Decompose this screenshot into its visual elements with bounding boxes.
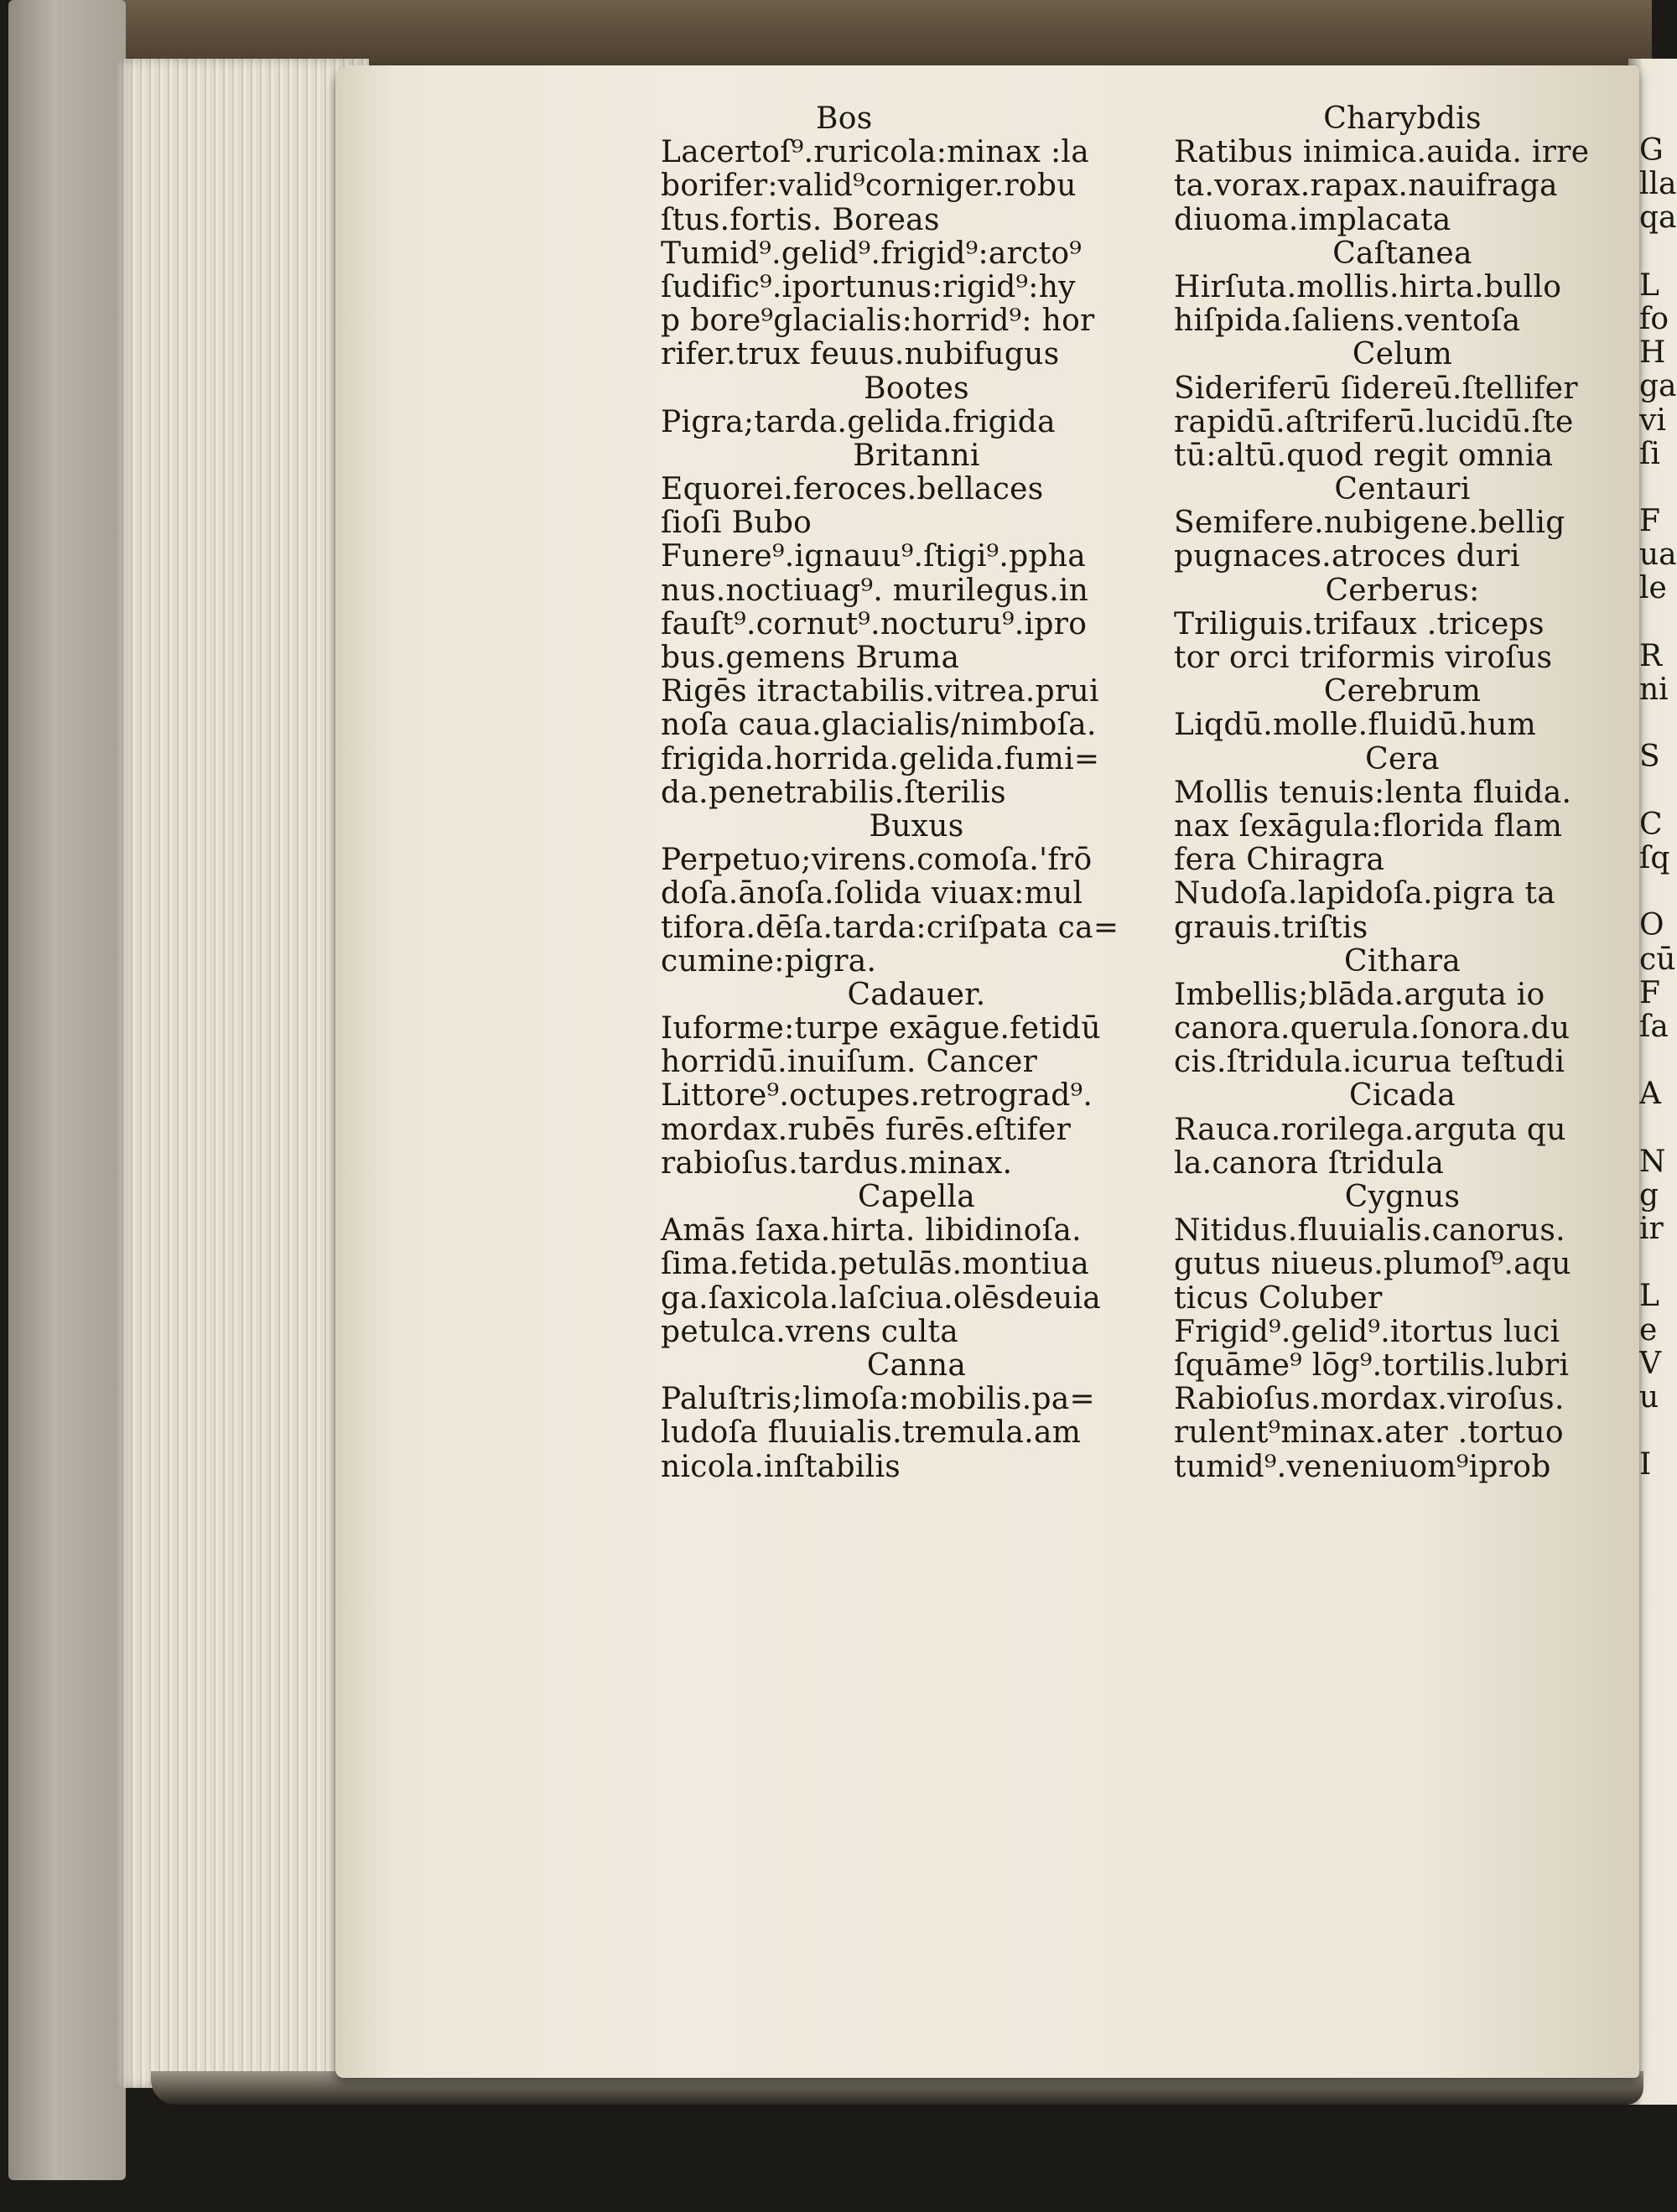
text-line: da.penetrabilis.ſterilis xyxy=(661,775,1006,810)
facing-page-fragment xyxy=(1639,471,1677,505)
text-line: Pigra;tarda.gelida.frigida xyxy=(661,404,1056,439)
facing-page-fragment: fo xyxy=(1639,301,1669,336)
text-line: tor orci triformis viroſus xyxy=(1174,641,1553,675)
entry-heading: Canna xyxy=(866,1347,967,1383)
facing-page-fragment: ir xyxy=(1639,1212,1664,1246)
entry-heading: Cithara xyxy=(1344,943,1461,979)
facing-page-fragment: g xyxy=(1639,1177,1659,1212)
facing-page-fragment: le xyxy=(1639,571,1667,606)
facing-page-fragment: G xyxy=(1639,134,1664,168)
text-line: Rauca.rorilega.arguta qu xyxy=(1174,1112,1566,1147)
text-line: ticus Coluber xyxy=(1174,1280,1383,1316)
page-stack-edges xyxy=(117,59,369,2088)
left-lines xyxy=(661,136,1172,1484)
entry-heading: Cadauer. xyxy=(847,977,986,1012)
text-line: Imbellis;blāda.arguta io xyxy=(1174,977,1545,1012)
facing-page-fragment: S xyxy=(1639,740,1660,775)
facing-page-fragment: u xyxy=(1639,1379,1659,1415)
text-line: rulent⁹minax.ater .tortuo xyxy=(1174,1415,1564,1451)
facing-page-fragment: A xyxy=(1639,1077,1661,1112)
text-line: fera Chiragra xyxy=(1174,843,1385,878)
text-line: Rigēs itractabilis.vitrea.prui xyxy=(661,674,1099,709)
text-line: p bore⁹glacialis:horrid⁹: hor xyxy=(661,304,1095,339)
facing-page-fragment: C xyxy=(1639,807,1663,842)
text-line: Liqdū.molle.fluidū.hum xyxy=(1174,708,1537,743)
left-text-column xyxy=(661,102,1172,1484)
text-line: ta.vorax.rapax.nauifraga xyxy=(1174,169,1558,204)
facing-page-fragment: F xyxy=(1639,975,1660,1010)
text-line: canora.querula.ſonora.du xyxy=(1174,1011,1571,1046)
facing-page-fragment: I xyxy=(1639,1447,1652,1482)
text-line: ſtus.fortis. Boreas xyxy=(661,202,940,237)
text-line: rapidū.aſtriferū.lucidū.ſte xyxy=(1174,404,1574,439)
facing-page-fragment xyxy=(1639,606,1677,640)
facing-page-fragment xyxy=(1639,775,1677,808)
text-line: Ratibus inimica.auida. irre xyxy=(1174,135,1590,170)
text-line: nicola.inſtabilis xyxy=(661,1449,901,1484)
text-line: noſa caua.glacialis/nimboſa. xyxy=(661,708,1097,743)
facing-page-fragment: ſa xyxy=(1639,1009,1669,1044)
text-line: ga.ſaxicola.laſciua.olēsdeuia xyxy=(661,1280,1102,1316)
text-line: rabioſus.tardus.minax. xyxy=(661,1145,1013,1181)
facing-page-fragment xyxy=(1639,236,1677,269)
text-line: Nudoſa.lapidoſa.pigra ta xyxy=(1174,876,1555,911)
text-line: fauſt⁹.cornut⁹.nocturu⁹.ipro xyxy=(661,606,1088,641)
text-line: Iuforme:turpe exāgue.fetidū xyxy=(661,1011,1101,1046)
text-line: nax ſexāgula:florida flam xyxy=(1174,808,1563,844)
text-line: Amās ſaxa.hirta. libidinoſa. xyxy=(661,1213,1082,1249)
text-line: Littore⁹.octupes.retrograd⁹. xyxy=(661,1078,1093,1114)
facing-page-fragment: e xyxy=(1639,1312,1658,1347)
text-line: petulca.vrens culta xyxy=(661,1314,959,1349)
text-line: Frigid⁹.gelid⁹.itortus luci xyxy=(1174,1314,1560,1349)
facing-page-fragment: cū xyxy=(1639,942,1676,977)
book-cover-edge xyxy=(8,0,126,2180)
facing-page-fragment: lla xyxy=(1639,167,1677,202)
text-line: Lacertoſ⁹.ruricola:minax :la xyxy=(661,135,1089,170)
text-line: Mollis tenuis:lenta fluida. xyxy=(1174,775,1572,810)
text-line: ſudific⁹.iportunus:rigid⁹:hy xyxy=(661,269,1076,304)
text-line: ſima.fetida.petulās.montiua xyxy=(661,1247,1090,1282)
text-line: gutus niueus.plumoſ⁹.aqu xyxy=(1174,1247,1571,1282)
facing-page-fragment: ſi xyxy=(1639,436,1660,471)
text-line: hiſpida.ſaliens.ventoſa xyxy=(1174,304,1521,339)
text-line: Paluſtris;limoſa:mobilis.pa= xyxy=(661,1382,1096,1417)
entry-heading: Cerebrum xyxy=(1323,674,1482,709)
text-line: borifer:valid⁹corniger.robu xyxy=(661,169,1077,204)
text-line: horridū.inuiſum. Cancer xyxy=(661,1045,1038,1080)
text-line: Perpetuo;virens.comoſa.'frō xyxy=(661,843,1093,878)
facing-page-fragment xyxy=(1639,1111,1677,1145)
text-line: Hirſuta.mollis.hirta.bullo xyxy=(1174,269,1562,304)
entry-heading: Charybdis xyxy=(1323,102,1482,136)
facing-page-fragment xyxy=(1639,1044,1677,1077)
facing-page-fragment: qa xyxy=(1639,200,1677,236)
facing-page-fragment: ſq xyxy=(1639,840,1670,875)
facing-page-fragment xyxy=(1639,1246,1677,1280)
facing-page-fragment: vi xyxy=(1639,402,1666,438)
entry-heading: Capella xyxy=(858,1180,975,1214)
text-line: cumine:pigra. xyxy=(661,943,877,979)
facing-page-fragment xyxy=(1639,707,1677,740)
text-line: pugnaces.atroces duri xyxy=(1174,539,1520,574)
right-text-column xyxy=(1174,102,1631,1484)
text-line: Rabioſus.mordax.viroſus. xyxy=(1174,1382,1565,1417)
facing-page-fragment: L xyxy=(1639,1279,1659,1314)
entry-heading: Cicada xyxy=(1349,1078,1456,1114)
facing-page-fragment xyxy=(1639,1415,1677,1448)
entry-heading: Bootes xyxy=(864,371,969,406)
entry-heading: Celum xyxy=(1352,337,1453,372)
facing-page-fragment xyxy=(1639,875,1677,909)
text-line: doſa.ānoſa.ſolida viuax:mul xyxy=(661,876,1083,911)
facing-page-fragment: N xyxy=(1639,1144,1666,1179)
facing-page-fragment: R xyxy=(1639,638,1663,673)
text-line: ſquāme⁹ lōg⁹.tortilis.lubri xyxy=(1174,1347,1570,1383)
text-line: diuoma.implacata xyxy=(1174,202,1451,237)
entry-heading: Centauri xyxy=(1334,472,1471,507)
text-line: Semifere.nubigene.bellig xyxy=(1174,506,1565,541)
facing-page-fragment: ga xyxy=(1639,369,1677,404)
text-line: tifora.dēſa.tarda:criſpata ca= xyxy=(661,910,1119,945)
facing-page-fragment: F xyxy=(1639,504,1660,539)
text-line: ludoſa fluuialis.tremula.am xyxy=(661,1415,1082,1451)
facing-page-text xyxy=(1639,134,1677,1482)
text-line: Sideriferū ſidereū.ſtellifer xyxy=(1174,371,1578,406)
text-line: mordax.rubēs furēs.eſtifer xyxy=(661,1112,1072,1147)
facing-page-fragment: O xyxy=(1639,908,1664,943)
text-line: Funere⁹.ignauu⁹.ſtigi⁹.ppha xyxy=(661,539,1087,574)
text-line: Nitidus.fluuialis.canorus. xyxy=(1174,1213,1565,1249)
entry-heading: Cygnus xyxy=(1344,1180,1461,1214)
text-line: grauis.triſtis xyxy=(1174,910,1368,945)
entry-heading: Cera xyxy=(1365,741,1440,776)
text-line: frigida.horrida.gelida.fumi= xyxy=(661,741,1100,776)
entry-heading: Britanni xyxy=(853,438,980,473)
text-line: Triliguis.trifaux .triceps xyxy=(1174,606,1545,641)
text-line: rifer.trux feuus.nubifugus xyxy=(661,337,1060,372)
facing-page-fragment: V xyxy=(1639,1346,1661,1381)
text-line: cis.ſtridula.icurua teſtudi xyxy=(1174,1045,1565,1080)
entry-heading: Caſtanea xyxy=(1332,236,1472,271)
facing-page-fragment: L xyxy=(1639,267,1659,303)
text-line: tumid⁹.veneniuom⁹iprob xyxy=(1174,1449,1551,1484)
right-lines xyxy=(1174,136,1631,1484)
text-line: nus.noctiuag⁹. murilegus.in xyxy=(661,573,1089,608)
entry-heading: Buxus xyxy=(869,808,964,844)
entry-heading: Bos xyxy=(816,101,873,136)
text-line: Tumid⁹.gelid⁹.frigid⁹:arcto⁹ xyxy=(661,236,1083,271)
text-line: bus.gemens Bruma xyxy=(661,641,960,675)
text-line: Equorei.feroces.bellaces xyxy=(661,472,1044,507)
facing-page-fragment: ni xyxy=(1639,672,1669,707)
facing-page-fragment: ua xyxy=(1639,537,1677,573)
text-line: ſioſi Bubo xyxy=(661,506,813,541)
text-line: la.canora ſtridula xyxy=(1174,1145,1445,1181)
facing-page-fragment: H xyxy=(1639,335,1666,371)
text-line: tū:altū.quod regit omnia xyxy=(1174,438,1554,473)
entry-heading: Cerberus: xyxy=(1325,573,1480,608)
